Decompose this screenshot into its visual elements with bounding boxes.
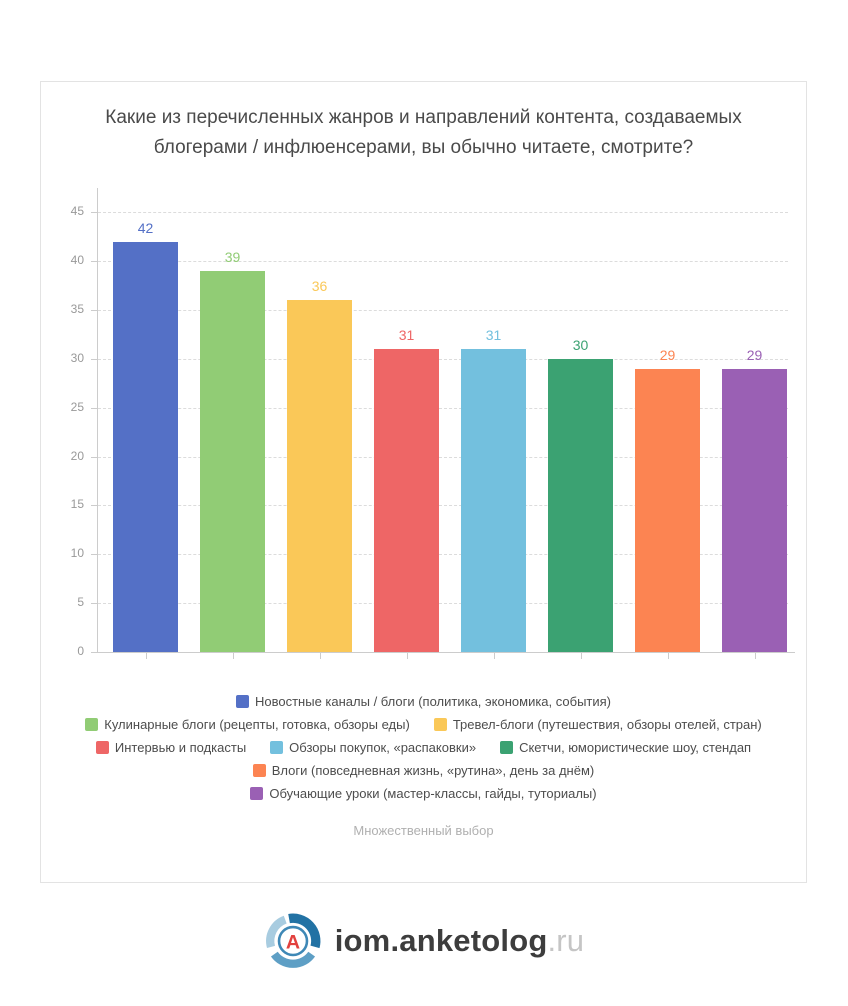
legend-item[interactable] [85,717,410,732]
legend-item[interactable] [434,717,762,732]
bar[interactable] [635,369,700,652]
bar[interactable] [461,349,526,652]
gridline [98,212,788,213]
bar[interactable] [548,359,613,652]
y-axis-tick [91,261,97,262]
y-axis-label: 20 [70,448,84,463]
brand-wordmark [335,923,585,959]
chart-footnote: Множественный выбор [353,823,494,838]
chart-title-line-1: Какие из перечисленных жанров и направлений контента, создаваемых [105,107,742,128]
bar-value-label: 29 [746,346,763,363]
legend-marker [236,695,249,708]
bar[interactable] [287,300,352,652]
legend-row [41,716,806,733]
y-axis-tick [91,505,97,506]
x-axis-tick [233,653,234,659]
bar-value-label: 36 [311,278,328,295]
legend-row [41,693,806,710]
bar-value-label: 31 [485,327,502,344]
legend-label: Новостные каналы / блоги (политика, экономика, события) [254,694,612,709]
legend-item[interactable] [253,763,594,778]
chart-title [41,103,806,163]
legend-label: Скетчи, юмористические шоу, стендап [519,740,752,755]
bar-value-label: 42 [137,219,154,236]
bar[interactable] [200,271,265,652]
legend-label: Обучающие уроки (мастер-классы, гайды, туториалы) [269,786,597,801]
legend-label: Обзоры покупок, «распаковки» [289,740,477,755]
logo-letter: A [285,931,300,954]
x-axis-tick [320,653,321,659]
legend-item[interactable] [236,694,611,709]
y-axis-tick [91,652,97,653]
legend-row [41,785,806,802]
y-axis-tick [91,554,97,555]
y-axis-label: 30 [70,350,84,365]
x-axis-tick [494,653,495,659]
survey-chart-card [40,81,807,883]
legend-marker [253,764,266,777]
y-axis-label: 0 [77,644,84,658]
legend-marker [434,718,447,731]
bar-value-label: 31 [398,327,415,344]
chart-legend [41,693,806,808]
legend-label: Тревел-блоги (путешествия, обзоры отелей, стран) [452,717,762,732]
x-axis-tick [407,653,408,659]
y-axis-tick [91,359,97,360]
legend-marker [85,718,98,731]
legend-item[interactable] [270,740,476,755]
legend-label: Интервью и подкасты [114,740,247,755]
y-axis-tick [91,457,97,458]
y-axis-label: 25 [70,399,84,414]
bar[interactable] [374,349,439,652]
y-axis-label: 45 [70,204,84,219]
legend-item[interactable] [500,740,751,755]
legend-row [41,739,806,756]
brand-wordmark-suffix: .ru [547,923,585,958]
y-axis-label: 10 [70,546,84,561]
y-axis-label: 5 [77,595,84,610]
brand-footer [0,912,848,970]
anketolog-logo-icon [264,912,322,970]
y-axis-label: 15 [70,497,84,512]
bar[interactable] [722,369,787,652]
bar-value-label: 39 [224,249,241,266]
legend-marker [500,741,513,754]
y-axis-label: 35 [70,302,84,317]
brand-wordmark-main: iom.anketolog [334,923,548,958]
legend-marker [96,741,109,754]
legend-row [41,762,806,779]
y-axis-label: 40 [70,253,84,268]
legend-label: Влоги (повседневная жизнь, «рутина», день за днём) [271,763,595,778]
y-axis-tick [91,212,97,213]
plot-area [70,188,795,658]
bar-value-label: 29 [659,346,676,363]
x-axis-tick [146,653,147,659]
x-axis-tick [581,653,582,659]
legend-item[interactable] [250,786,596,801]
legend-marker [270,741,283,754]
legend-marker [250,787,263,800]
legend-item[interactable] [96,740,246,755]
chart-title-line-2: блогерами / инфлюенсерами, вы обычно читаете, смотрите? [153,137,694,158]
legend-label: Кулинарные блоги (рецепты, готовка, обзоры еды) [104,717,410,732]
y-axis-tick [91,310,97,311]
x-axis-tick [755,653,756,659]
bar[interactable] [113,242,178,652]
bar-value-label: 30 [572,336,589,353]
x-axis-tick [668,653,669,659]
y-axis-tick [91,408,97,409]
y-axis-tick [91,603,97,604]
